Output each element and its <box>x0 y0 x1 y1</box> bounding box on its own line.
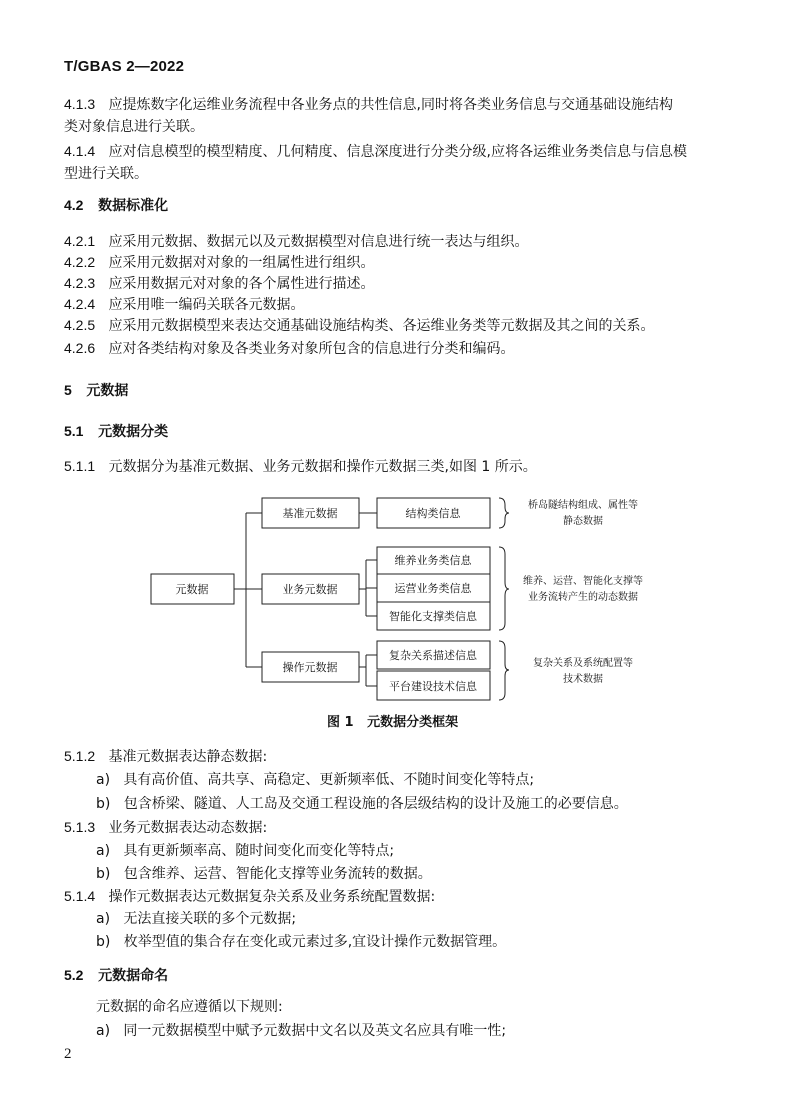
section-heading-4-2 <box>64 195 168 216</box>
list-item <box>96 841 394 861</box>
note-3-line-1: 复杂关系及系统配置等 <box>533 658 633 669</box>
list-text: 具有高价值、高共享、高稳定、更新频率低、不随时间变化等特点; <box>123 772 535 788</box>
clause-text: 应采用元数据模型来表达交通基础设施结构类、各运维业务类等元数据及其之间的关系。 <box>108 318 655 334</box>
clause-5-1-1 <box>64 456 537 477</box>
note-1-line-2: 静态数据 <box>563 516 603 527</box>
section-title: 元数据命名 <box>98 968 169 984</box>
figure-title: 元数据分类框架 <box>367 715 459 730</box>
clause-4-2-4 <box>64 294 305 315</box>
clause-text: 基准元数据表达静态数据: <box>108 749 268 765</box>
clause-4-2-6 <box>64 338 515 359</box>
note-2-line-1: 维养、运营、智能化支撑等 <box>523 576 643 587</box>
clause-text: 应提炼数字化运维业务流程中各业务点的共性信息,同时将各类业务信息与交通基础设施结构 <box>108 97 673 113</box>
l1-label-base: 基准元数据 <box>282 507 338 520</box>
clause-4-2-2 <box>64 252 375 273</box>
standard-code-header: T/GBAS 2—2022 <box>64 58 185 75</box>
list-text: 包含桥梁、隧道、人工岛及交通工程设施的各层级结构的设计及施工的必要信息。 <box>123 796 628 812</box>
chapter-title: 元数据 <box>86 383 129 399</box>
note-2-line-2: 业务流转产生的动态数据 <box>528 592 638 603</box>
list-text: 枚举型值的集合存在变化或元素过多,宜设计操作元数据管理。 <box>123 934 507 950</box>
clause-number: 4.2.3 <box>64 275 96 291</box>
list-label: a) <box>96 772 111 788</box>
clause-text: 元数据分为基准元数据、业务元数据和操作元数据三类,如图 1 所示。 <box>108 459 537 475</box>
list-label: b) <box>96 866 111 882</box>
clause-number: 4.1.4 <box>64 143 96 159</box>
section-heading-5-2 <box>64 965 168 986</box>
note-3-line-2: 技术数据 <box>563 674 603 685</box>
list-label: b) <box>96 934 111 950</box>
figure-caption <box>327 711 458 730</box>
clause-number: 4.1.3 <box>64 96 96 112</box>
clause-number: 5.1.2 <box>64 748 96 764</box>
clause-number: 4.2.6 <box>64 340 96 356</box>
l2-label-maintenance: 维养业务类信息 <box>394 554 472 567</box>
l2-label-platform-tech: 平台建设技术信息 <box>389 680 477 693</box>
page-number: 2 <box>64 1046 72 1062</box>
list-label: b) <box>96 796 111 812</box>
list-text: 同一元数据模型中赋予元数据中文名以及英文名应具有唯一性; <box>123 1023 507 1039</box>
section-title: 数据标准化 <box>98 198 169 214</box>
list-item <box>96 1021 506 1041</box>
brace-2 <box>499 547 509 630</box>
clause-text: 应采用元数据对对象的一组属性进行组织。 <box>108 255 375 271</box>
brace-1 <box>499 498 509 528</box>
clause-text: 操作元数据表达元数据复杂关系及业务系统配置数据: <box>108 889 436 905</box>
clause-4-2-3 <box>64 273 375 294</box>
l2-label-operation-business: 运营业务类信息 <box>394 582 472 595</box>
clause-text: 业务元数据表达动态数据: <box>108 820 268 836</box>
list-text: 包含维养、运营、智能化支撑等业务流转的数据。 <box>123 866 432 882</box>
root-node-label: 元数据 <box>175 583 209 596</box>
clause-number: 5.1.1 <box>64 458 96 474</box>
clause-number: 4.2.5 <box>64 317 96 333</box>
section-number: 5.1 <box>64 423 84 439</box>
clause-4-1-3 <box>64 94 673 115</box>
list-item <box>96 909 296 929</box>
section-heading-5-1 <box>64 421 168 442</box>
clause-text: 应对信息模型的模型精度、几何精度、信息深度进行分类分级,应将各运维业务类信息与信息模 <box>108 144 687 160</box>
clause-4-1-3-continued: 类对象信息进行关联。 <box>64 119 204 135</box>
list-item <box>96 864 432 884</box>
list-label: a) <box>96 1023 111 1039</box>
list-label: a) <box>96 911 111 927</box>
list-item <box>96 932 506 952</box>
section-number: 4.2 <box>64 197 84 213</box>
clause-number: 4.2.2 <box>64 254 96 270</box>
chapter-heading-5 <box>64 380 128 401</box>
clause-5-1-3 <box>64 817 267 838</box>
list-text: 无法直接关联的多个元数据; <box>123 911 297 927</box>
clause-text: 应对各类结构对象及各类业务对象所包含的信息进行分类和编码。 <box>108 341 515 357</box>
clause-5-1-4 <box>64 886 435 907</box>
clause-text: 应采用唯一编码关联各元数据。 <box>108 297 305 313</box>
l2-label-structure: 结构类信息 <box>405 507 461 520</box>
list-item <box>96 770 534 790</box>
clause-text: 应采用元数据、数据元以及元数据模型对信息进行统一表达与组织。 <box>108 234 529 250</box>
clause-5-1-2 <box>64 746 267 767</box>
metadata-classification-diagram <box>0 480 790 710</box>
l2-label-complex-relation: 复杂关系描述信息 <box>389 649 477 662</box>
l1-label-business: 业务元数据 <box>282 583 338 596</box>
naming-rules-intro: 元数据的命名应遵循以下规则: <box>96 999 283 1015</box>
clause-4-1-4 <box>64 141 687 162</box>
clause-number: 5.1.3 <box>64 819 96 835</box>
clause-4-2-5 <box>64 315 655 336</box>
list-text: 具有更新频率高、随时间变化而变化等特点; <box>123 843 395 859</box>
list-label: a) <box>96 843 111 859</box>
clause-number: 4.2.4 <box>64 296 96 312</box>
note-1-line-1: 桥岛隧结构组成、属性等 <box>528 500 638 511</box>
clause-number: 4.2.1 <box>64 233 96 249</box>
section-number: 5.2 <box>64 967 84 983</box>
clause-text: 应采用数据元对对象的各个属性进行描述。 <box>108 276 375 292</box>
brace-3 <box>499 641 509 700</box>
clause-4-2-1 <box>64 231 529 252</box>
clause-number: 5.1.4 <box>64 888 96 904</box>
list-item <box>96 794 628 814</box>
chapter-number: 5 <box>64 382 72 398</box>
l1-label-operation: 操作元数据 <box>282 661 338 674</box>
section-title: 元数据分类 <box>98 424 169 440</box>
l2-label-intelligent-support: 智能化支撑类信息 <box>389 610 477 623</box>
figure-number: 图 1 <box>327 715 354 730</box>
clause-4-1-4-continued: 型进行关联。 <box>64 166 148 182</box>
